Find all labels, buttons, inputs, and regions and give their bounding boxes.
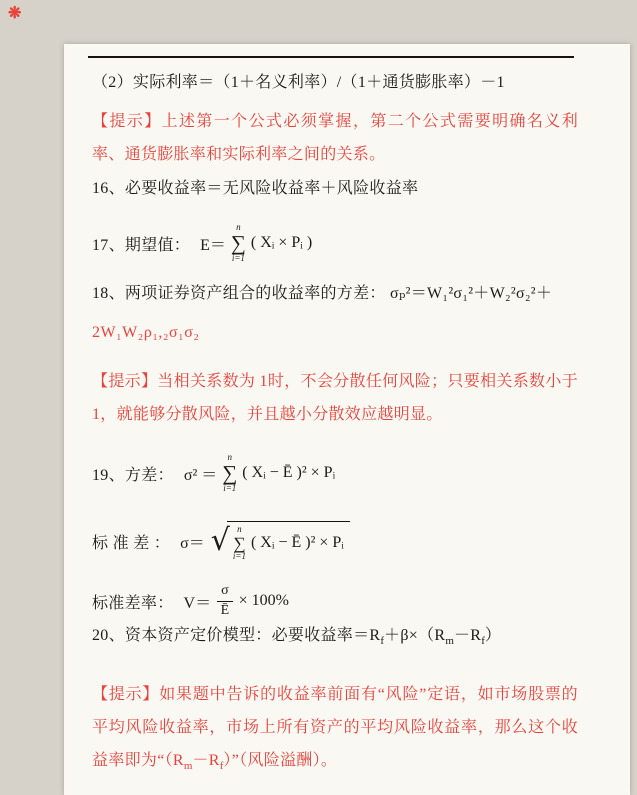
summation-symbol: [233, 525, 246, 562]
summation-upper-limit: n: [236, 221, 241, 232]
summation-lower-limit: i=1: [223, 482, 237, 493]
standard-deviation-rate-label: 标准差率：: [92, 594, 174, 612]
sigma-icon: ∑: [233, 533, 246, 553]
standard-deviation-rate-formula: [182, 583, 291, 618]
capm-text: ＋β×（R: [384, 627, 446, 644]
standard-deviation-formula: [178, 521, 350, 562]
paragraph-19-variance: [92, 450, 578, 496]
standard-deviation-line: [92, 514, 578, 568]
tip-3-text: －R: [192, 752, 220, 769]
subscript: f: [380, 635, 385, 648]
summation-upper-limit: n: [227, 451, 232, 462]
paragraph-17-label: 17、期望值：: [92, 236, 191, 254]
tip-3-text: 【提示】如果题中告诉的收益率前面有“风险”定语，如市场股票的平均风险收益率，市场上所有资产的平均风险收益率，那么这个收益率即为“（R: [92, 686, 578, 769]
square-root: [211, 521, 350, 562]
fraction-denominator: Ē: [220, 602, 230, 618]
fraction-numerator: σ: [217, 583, 233, 601]
capm-text: －R: [453, 627, 482, 644]
summation-symbol: [231, 223, 246, 264]
capm-text: ）: [484, 627, 502, 644]
capm-text: 20、资本资产定价模型：必要收益率＝R: [92, 627, 381, 644]
formula-rhs: ( Xᵢ × Pᵢ ): [250, 234, 313, 251]
subscript: m: [445, 635, 454, 648]
portfolio-variance-formula-black: σₚ²＝W₁²σ₁²＋W₂²σ₂²＋: [390, 285, 553, 302]
formula-lhs: σ² ＝: [183, 466, 218, 484]
paragraph-17-expected-value: [92, 220, 578, 266]
portfolio-variance-formula-red: 2W₁W₂ρ₁,₂σ₁σ₂: [92, 324, 200, 341]
paragraph-20-capm: [92, 625, 578, 647]
formula-lhs: E＝: [200, 236, 226, 254]
formula-rhs: ( Xᵢ − Ē )² × Pᵢ: [250, 534, 344, 551]
tip-paragraph-3: [92, 678, 578, 777]
document-page: [64, 44, 630, 795]
formula-rhs: × 100%: [238, 592, 289, 609]
sigma-icon: ∑: [230, 230, 246, 255]
summation-upper-limit: n: [237, 523, 242, 534]
subscript: f: [219, 760, 224, 773]
summation-lower-limit: i=1: [232, 550, 246, 561]
tip-paragraph-1: 【提示】上述第一个公式必须掌握，第二个公式需要明确名义利率、通货膨胀率和实际利率之间的关系。: [92, 113, 578, 163]
fraction: [217, 583, 233, 618]
expected-value-formula: [198, 223, 314, 264]
paragraph-18-label: 18、两项证券资产组合的收益率的方差：: [92, 285, 386, 302]
radicand: [227, 521, 350, 562]
page-content: [92, 44, 578, 777]
subscript: m: [183, 760, 193, 773]
paragraph-18-portfolio-variance: [92, 283, 578, 305]
formula-lhs: σ＝: [180, 534, 205, 552]
standard-deviation-label: 标 准 差 ：: [92, 534, 171, 552]
paragraph-real-interest-rate: （2）实际利率＝（1＋名义利率）/（1＋通货膨胀率）－1: [92, 74, 505, 91]
summation-symbol: [222, 453, 237, 494]
radical-icon: √: [210, 523, 230, 558]
subscript: f: [481, 635, 485, 648]
standard-deviation-rate-line: [92, 579, 578, 623]
tip-3-text: ）”（风险溢酬）。: [223, 752, 338, 769]
sigma-icon: ∑: [222, 460, 238, 485]
paragraph-19-label: 19、方差：: [92, 466, 174, 484]
variance-formula: [182, 453, 337, 494]
paragraph-16-required-return: 16、必要收益率＝无风险收益率＋风险收益率: [92, 180, 419, 197]
formula-rhs: ( Xᵢ − Ē )² × Pᵢ: [242, 464, 336, 481]
formula-lhs: V＝: [183, 594, 212, 612]
summation-lower-limit: i=1: [231, 252, 245, 263]
corner-watermark-icon: ❋: [8, 5, 22, 22]
tip-paragraph-2: 【提示】当相关系数为 1时，不会分散任何风险；只要相关系数小于 1，就能够分散风险，并且越小分散效应越明显。: [92, 373, 578, 423]
